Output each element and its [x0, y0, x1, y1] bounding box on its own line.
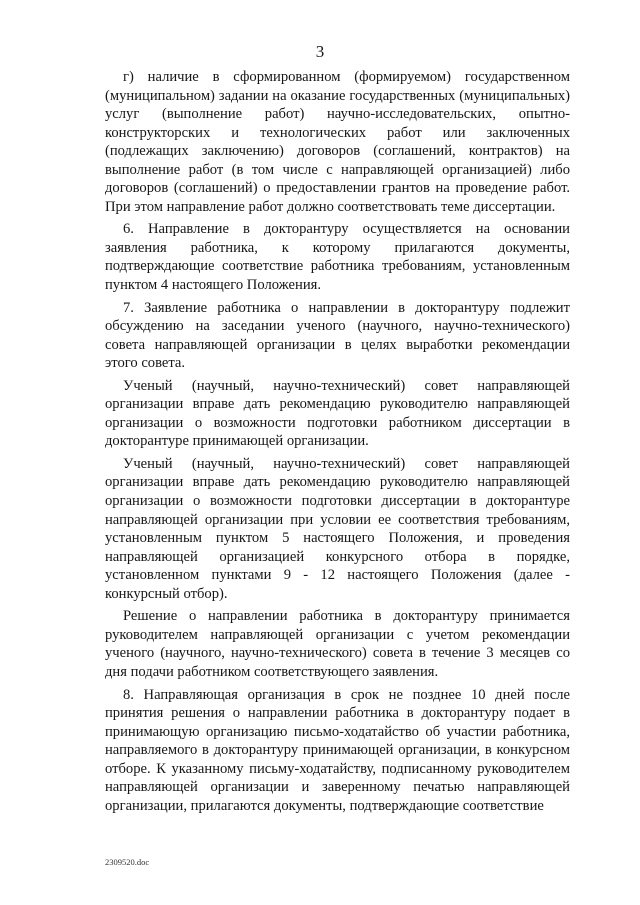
page-number: 3	[315, 42, 325, 61]
paragraph-clause-6: 6. Направление в докторантуру осуществляется на основании заявления работника, к которому прилагаются документы, подтверждающие соответствие работника требованиям, установленным пунктом 4 настоящего Положения.	[105, 221, 570, 294]
paragraph-council-recommendation-sending: Ученый (научный, научно-технический) совет направляющей организации вправе дать рекомендацию руководителю направляющей организации о возможности подготовки диссертации в докторантуре направляющей организации при условии ее соответствия требованиям, установленным пунктом 5 настоящего Положения, и проведения направляющей организацией конкурсного отбора в порядке, установленном пунктами 9 - 12 настоящего Положения (далее - конкурсный отбор).	[105, 455, 570, 602]
paragraph-item-g: г) наличие в сформированном (формируемом) государственном (муниципальном) задании на оказание государственных (муниципальных) услуг (выполнение работ) научно-исследовательских, опытно-конструкторских и технологических работ или заключенных (подлежащих заключению) договоров (соглашений, контрактов) на выполнение работ (в том числе с направляющей организацией) либо договоров (соглашений) о предоставлении грантов на проведение работ. При этом направление работ должно соответствовать теме диссертации.	[105, 69, 570, 215]
paragraph-clause-7: 7. Заявление работника о направлении в докторантуру подлежит обсуждению на заседании ученого (научного, научно-технического) совета направляющей организации в целях выработки рекомендации этого совета.	[105, 299, 570, 372]
paragraph-council-recommendation-host: Ученый (научный, научно-технический) совет направляющей организации вправе дать рекомендацию руководителю направляющей организации о возможности подготовки работником диссертации в докторантуре принимающей организации.	[105, 377, 570, 450]
paragraph-decision: Решение о направлении работника в докторантуру принимается руководителем направляющей организации с учетом рекомендации ученого (научного, научно-технического) совета в течение 3 месяцев со дня подачи работником соответствующего заявления.	[105, 608, 570, 680]
paragraph-clause-8: 8. Направляющая организация в срок не позднее 10 дней после принятия решения о направлении работника в докторантуру подает в принимающую организацию письмо-ходатайство об участии работника, направляемого в докторантуру принимающей организации, в конкурсном отборе. К указанному письму-ходатайству, подписанному руководителем направляющей организации и заверенному печатью направляющей организации, прилагаются документы, подтверждающие соответствие	[105, 686, 570, 814]
document-filename-footer: 2309520.doc	[105, 857, 150, 867]
document-body	[105, 68, 570, 819]
